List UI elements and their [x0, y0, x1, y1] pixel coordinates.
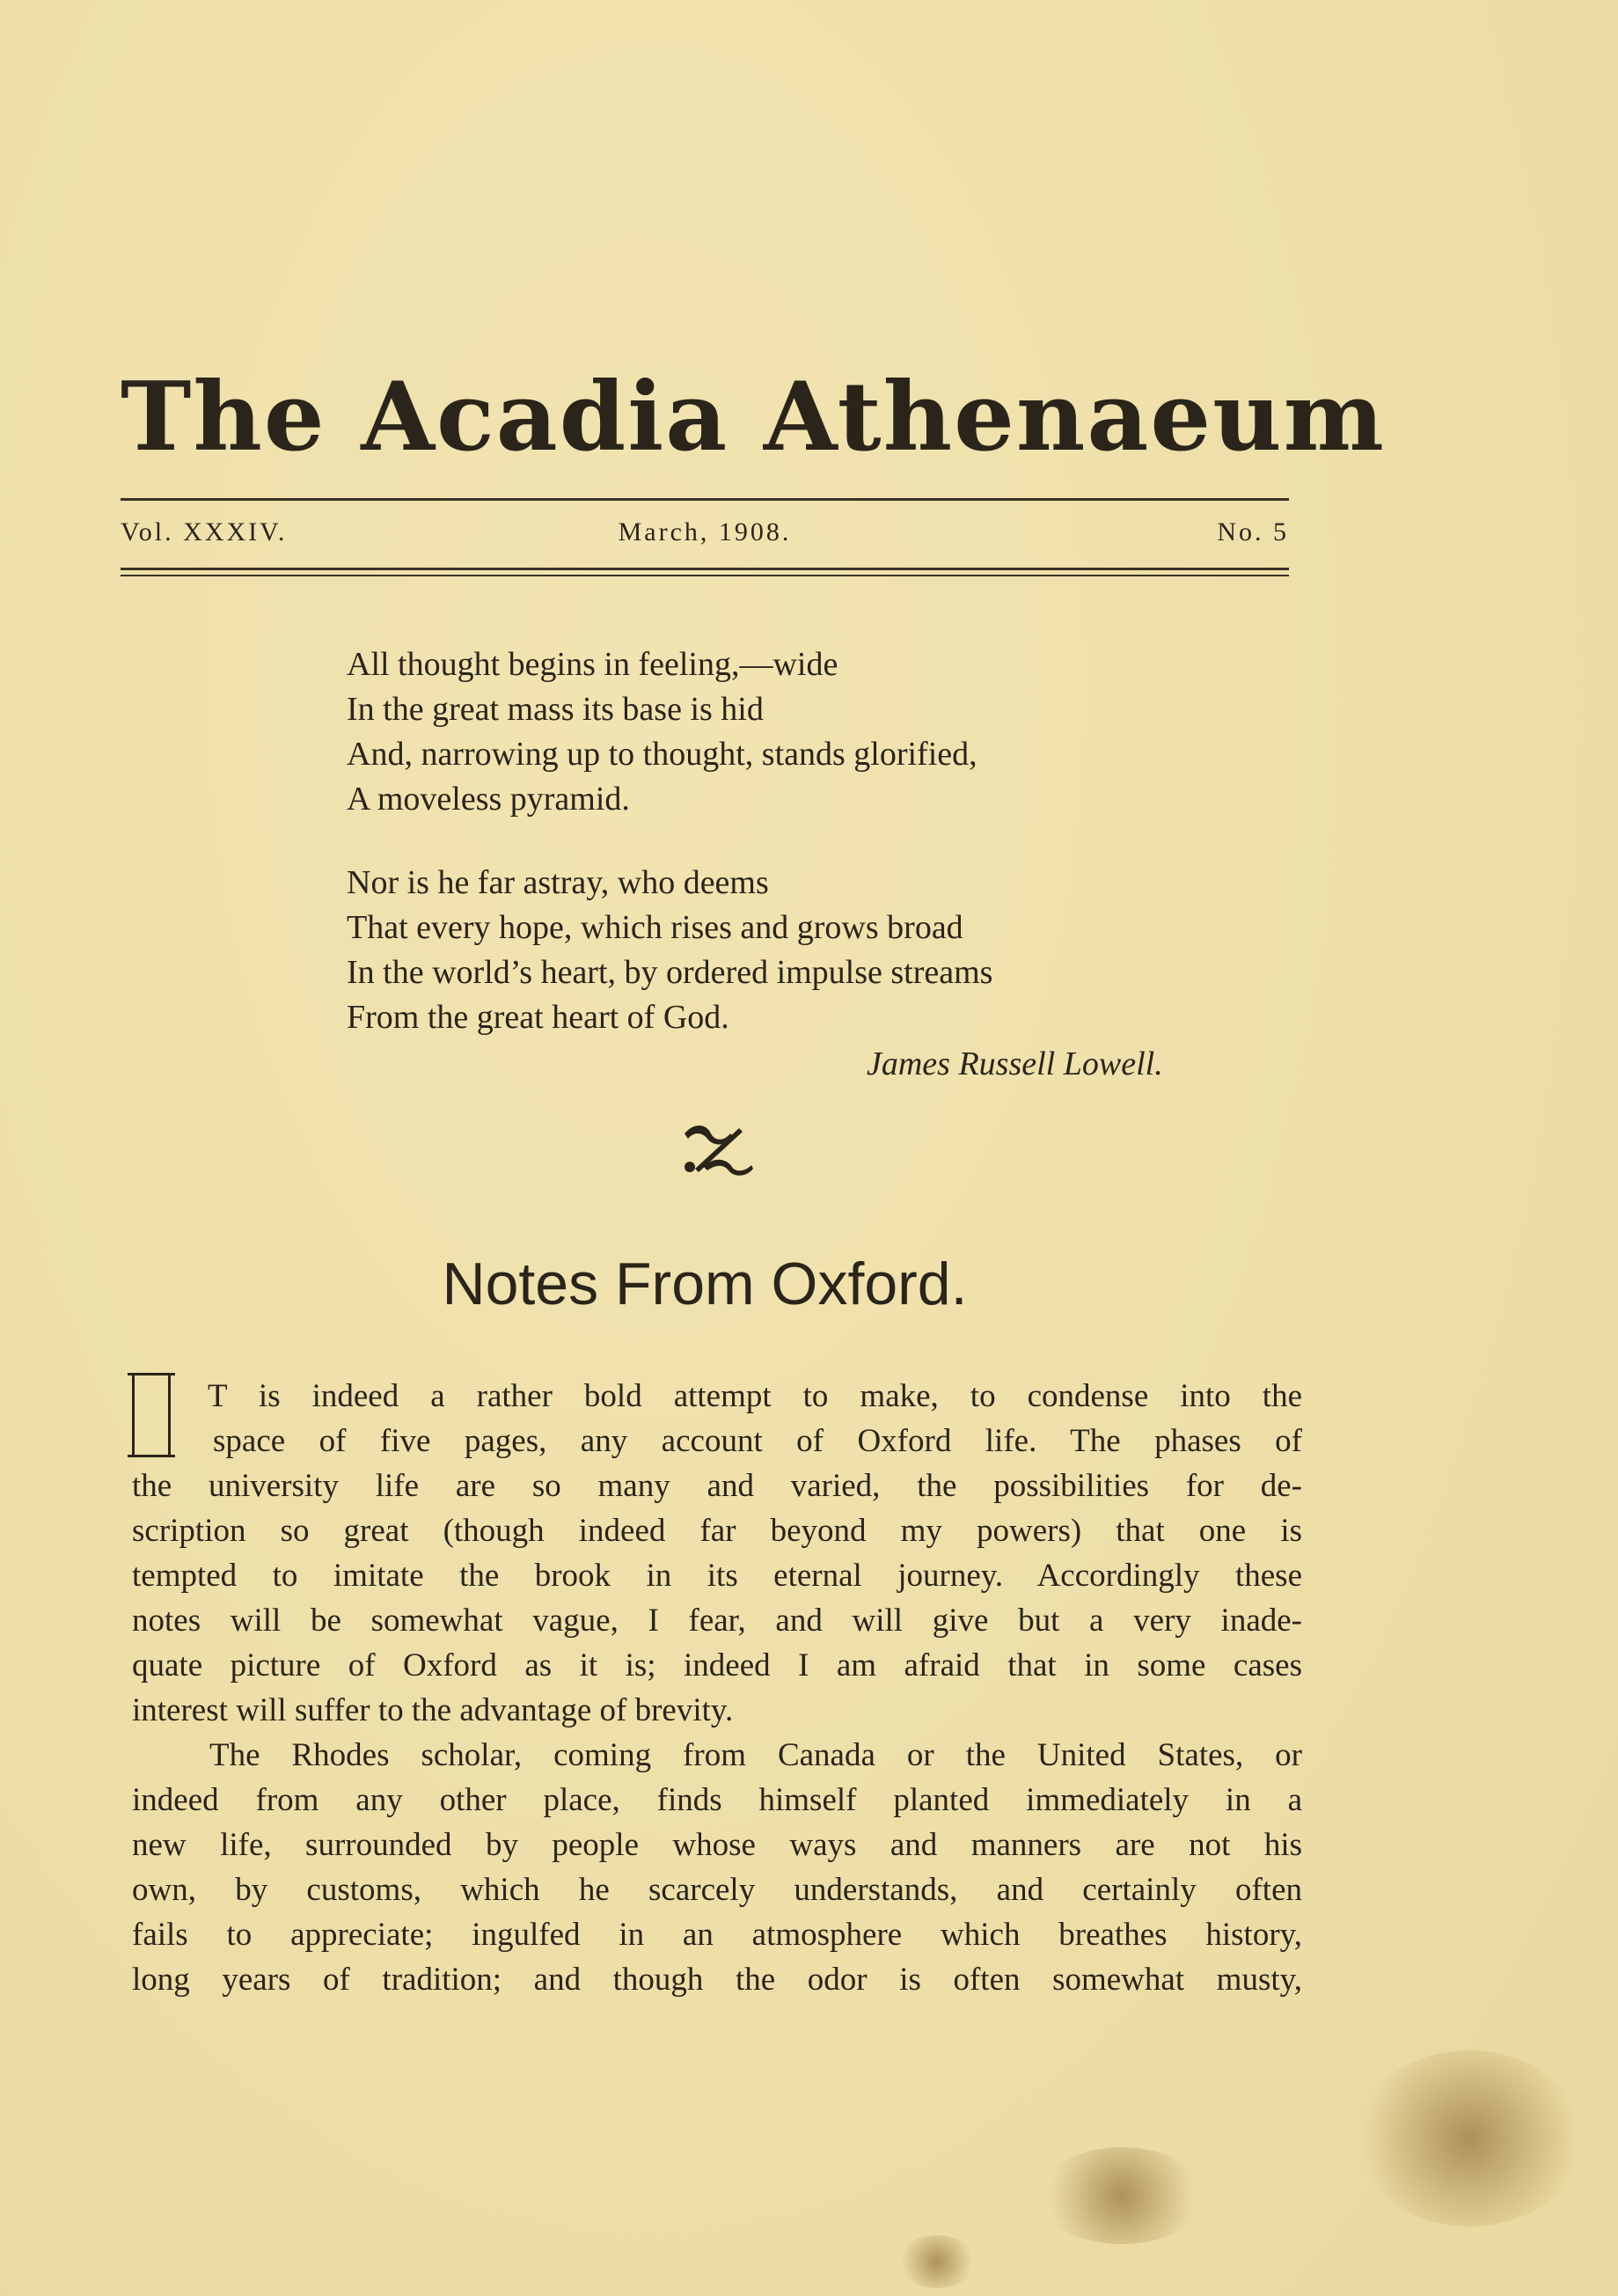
issue-line: [121, 517, 1289, 553]
fleuron-icon: [677, 1118, 757, 1179]
poem-line: And, narrowing up to thought, stands glorified,: [347, 736, 977, 773]
journal-title: The Acadia Athenaeum: [121, 362, 1386, 473]
text-line: T is indeed a rather bold attempt to make, to condense into the: [208, 1378, 1302, 1414]
text-line: own, by customs, which he scarcely understands, and certainly often: [132, 1872, 1302, 1908]
poem-line: That every hope, which rises and grows broad: [347, 909, 963, 946]
poem-line: In the world’s heart, by ordered impulse streams: [347, 954, 993, 991]
text-line: new life, surrounded by people whose ways and manners are not his: [132, 1827, 1302, 1863]
text-line: scription so great (though indeed far beyond my powers) that one is: [132, 1513, 1302, 1549]
poem-line: From the great heart of God.: [347, 999, 729, 1036]
article-title: Notes From Oxford.: [442, 1251, 968, 1317]
poem-line: A moveless pyramid.: [347, 781, 630, 818]
article-paragraph-1: [132, 1374, 1302, 1733]
text-line: tempted to imitate the brook in its eternal journey. Accordingly these: [132, 1558, 1302, 1594]
poem-attribution: James Russell Lowell.: [867, 1045, 1163, 1082]
masthead-rule-bottom: [121, 568, 1289, 570]
poem-line: In the great mass its base is hid: [347, 691, 764, 728]
poem-line: Nor is he far astray, who deems: [347, 864, 769, 901]
text-line: the university life are so many and varied, the possibilities for de-: [132, 1468, 1302, 1504]
issue-number: No. 5: [1217, 517, 1289, 546]
masthead-rule-bottom-double: [121, 575, 1289, 576]
issue-date: March, 1908.: [618, 517, 792, 546]
text-line: space of five pages, any account of Oxford life. The phases of: [213, 1423, 1302, 1459]
issue-volume: Vol. XXXIV.: [121, 517, 288, 546]
paper-stain: [1355, 2050, 1584, 2226]
text-line: interest will suffer to the advantage of brevity.: [132, 1692, 734, 1728]
article-paragraph-2: [132, 1733, 1302, 2002]
text-line: fails to appreciate; ingulfed in an atmosphere which breathes history,: [132, 1917, 1302, 1953]
text-line: indeed from any other place, finds himself planted immediately in a: [132, 1782, 1302, 1818]
text-line: The Rhodes scholar, coming from Canada or the United States, or: [209, 1737, 1302, 1773]
masthead-rule-top: [121, 498, 1289, 501]
text-line: notes will be somewhat vague, I fear, and will give but a very inade-: [132, 1603, 1302, 1639]
paper-stain: [897, 2235, 977, 2288]
text-line: long years of tradition; and though the odor is often somewhat musty,: [132, 1962, 1302, 1998]
paper-stain: [1038, 2147, 1205, 2244]
poem-line: All thought begins in feeling,—wide: [347, 646, 838, 683]
text-line: quate picture of Oxford as it is; indeed I am afraid that in some cases: [132, 1647, 1302, 1683]
poem-stanza-2: [347, 861, 1226, 1040]
poem-stanza-1: [347, 642, 1226, 822]
